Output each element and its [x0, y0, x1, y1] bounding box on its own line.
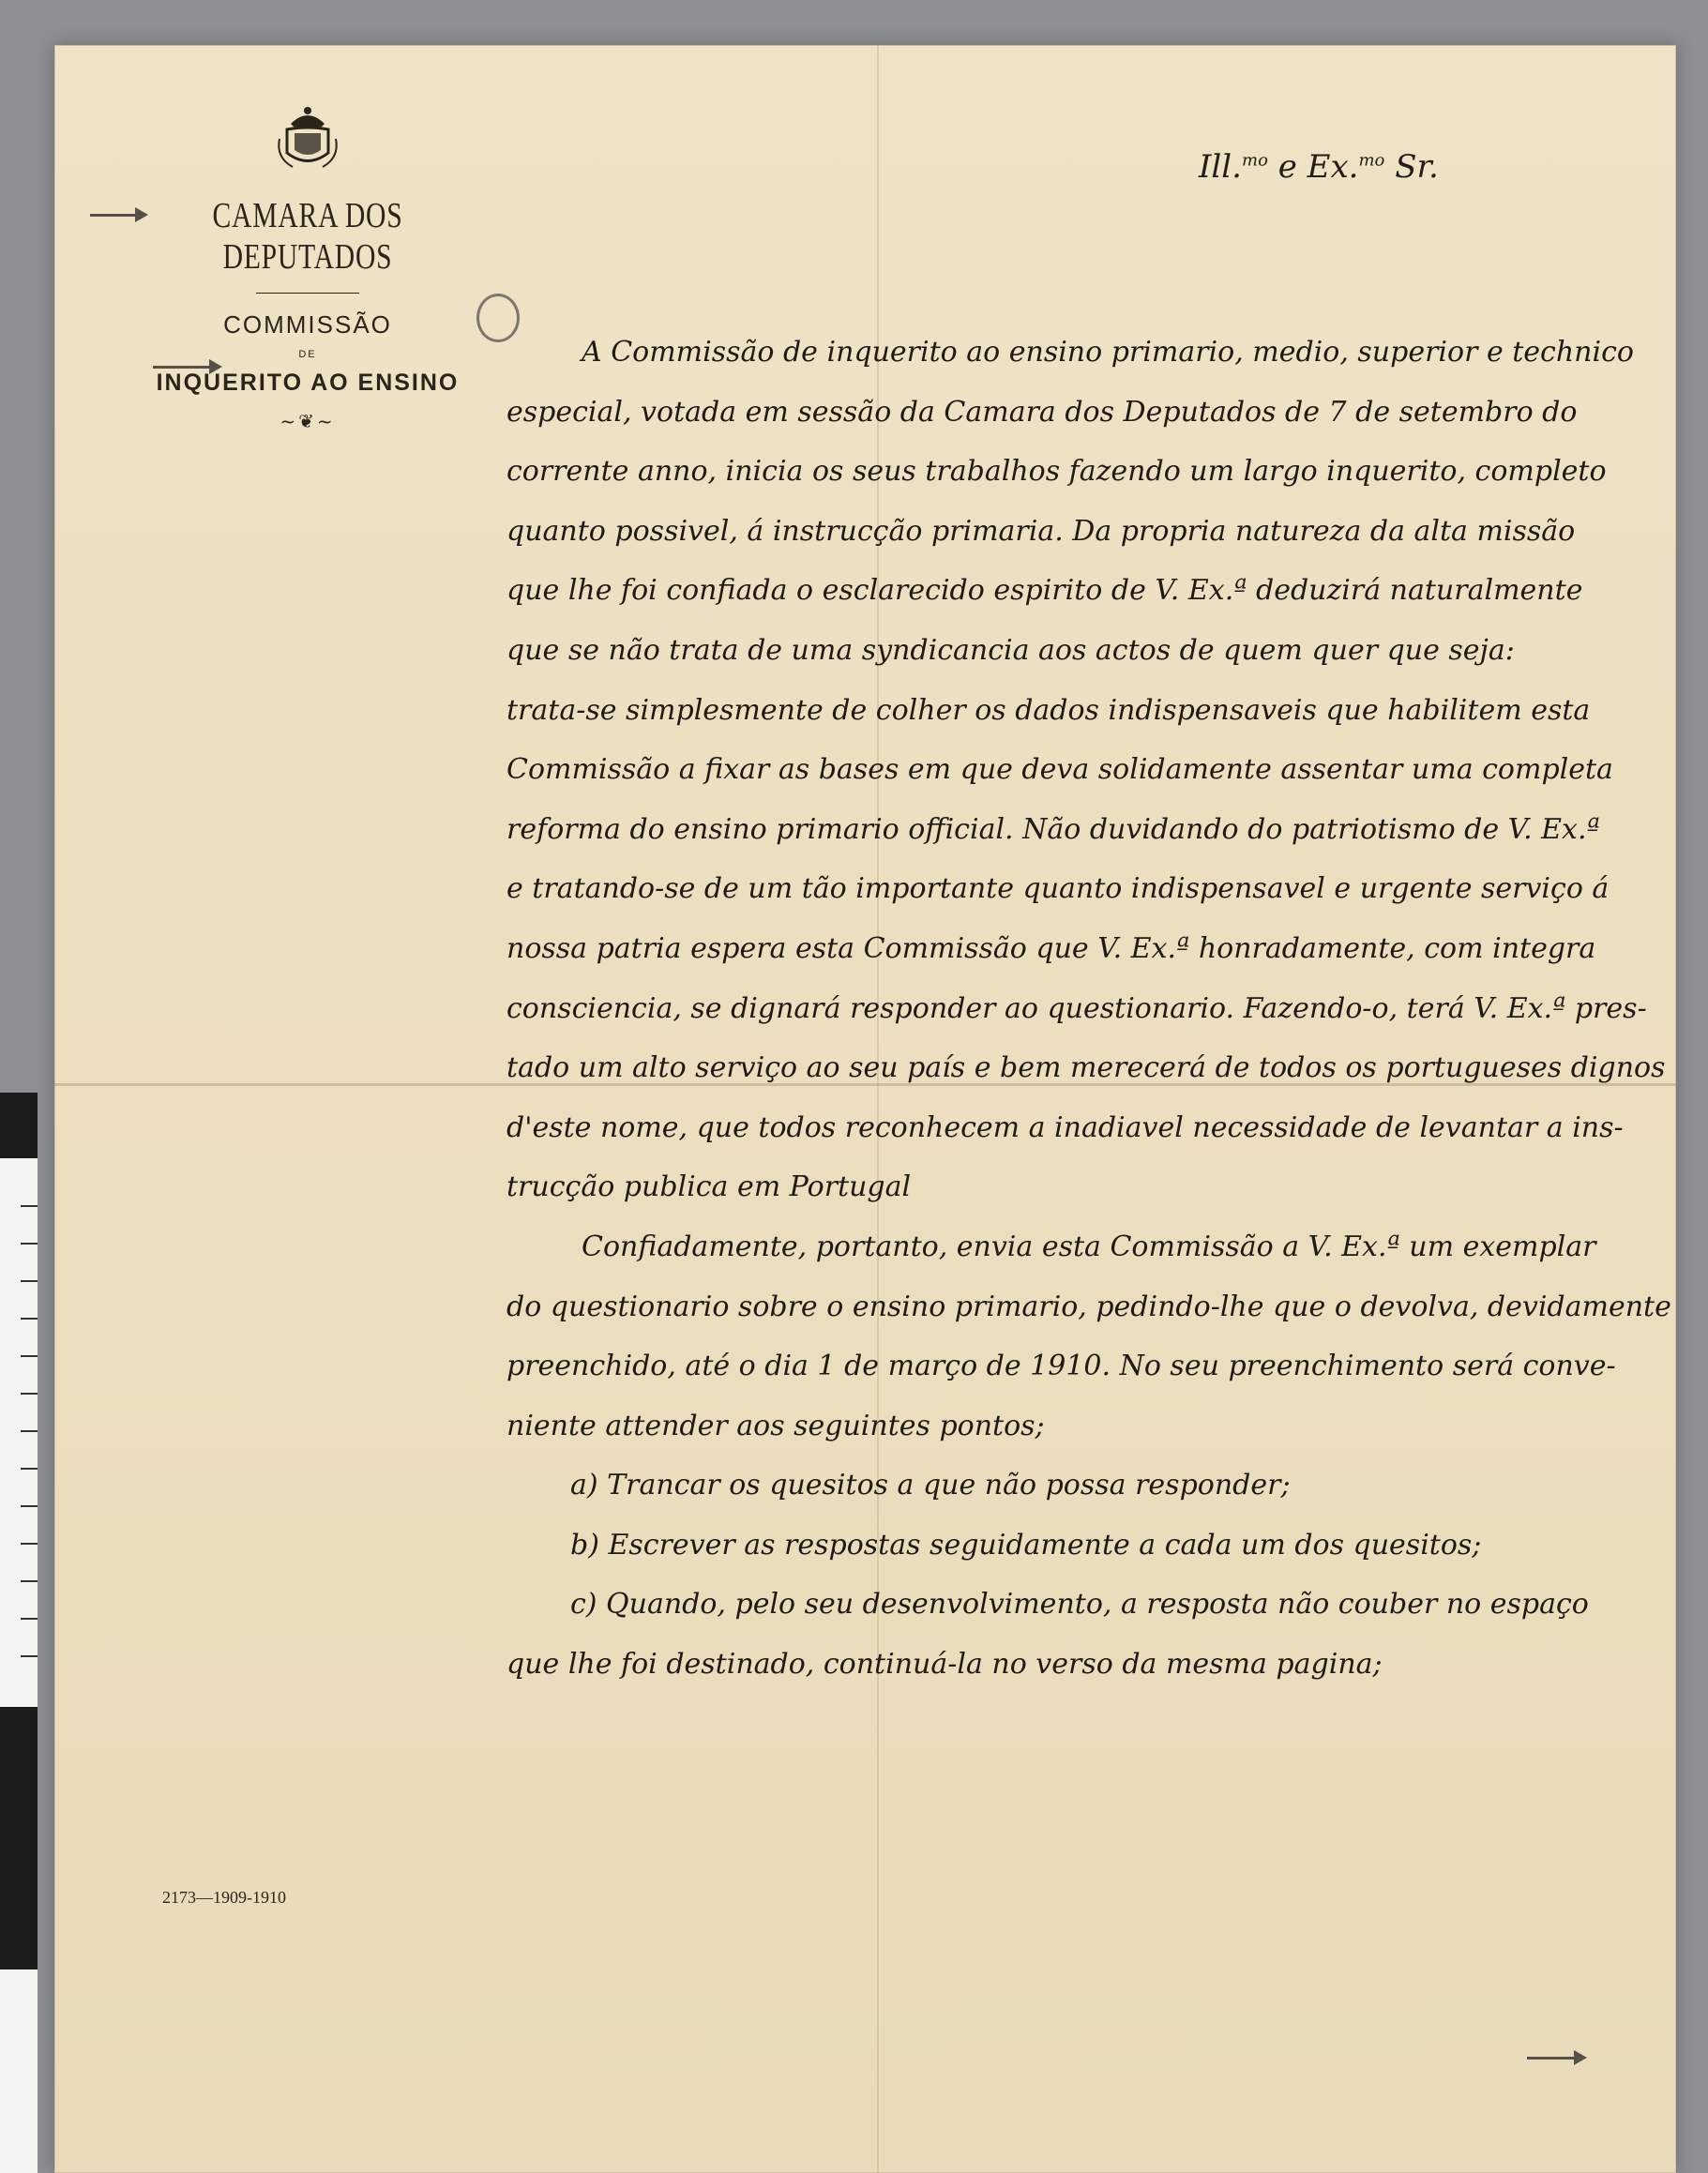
- letterhead-de: DE: [298, 349, 317, 360]
- ornament-icon: ~❦~: [280, 410, 336, 432]
- body-line: consciencia, se dignará responder ao questionario. Fazendo-o, terá V. Ex.ª pres-: [506, 991, 1647, 1025]
- body-line: A Commissão de inquerito ao ensino primario, medio, superior e technico: [582, 336, 1634, 369]
- body-line: quanto possivel, á instrucção primaria. Da propria natureza da alta missão: [506, 514, 1576, 548]
- body-line: Commissão a fixar as bases em que deva solidamente assentar uma completa: [506, 753, 1613, 787]
- scale-ruler: [0, 1093, 38, 2173]
- list-item: que lhe foi destinado, continuá-la no verso da mesma pagina;: [506, 1648, 1383, 1682]
- body-line: trata-se simplesmente de colher os dados indispensaveis que habilitem esta: [506, 693, 1591, 727]
- body-line: do questionario sobre o ensino primario, pedindo-lhe que o devolva, devidamente: [506, 1290, 1671, 1323]
- reference-number: 2173—1909-1910: [162, 1888, 286, 1907]
- pencil-arrow-mark: [153, 366, 219, 369]
- body-line: niente attender aos seguintes pontos;: [506, 1409, 1045, 1442]
- ruler-block: [0, 1093, 38, 1158]
- body-line: que se não trata de uma syndicancia aos actos de quem quer que seja:: [506, 633, 1515, 667]
- body-line: especial, votada em sessão da Camara dos Deputados de 7 de setembro do: [506, 395, 1578, 429]
- letterhead-inquiry: INQUERITO AO ENSINO: [156, 370, 460, 396]
- salutation: Ill.$^{mo}$ e Ex.$^{mo}$ Sr.: [1199, 148, 1439, 186]
- body-line: que lhe foi confiada o esclarecido espirito de V. Ex.ª deduzirá naturalmente: [506, 574, 1583, 608]
- body-line: nossa patria espera esta Commissão que V. Ex.ª honradamente, com integra: [506, 931, 1596, 965]
- body-line: trucção publica em Portugal: [506, 1170, 912, 1204]
- list-item: c) Quando, pelo seu desenvolvimento, a resposta não couber no espaço: [570, 1588, 1589, 1622]
- document-page: [54, 45, 1676, 2173]
- body-line: corrente anno, inicia os seus trabalhos fazendo um largo inquerito, completo: [506, 455, 1607, 489]
- pencil-arrow-mark: [90, 214, 144, 217]
- list-item: b) Escrever as respostas seguidamente a cada um dos quesitos;: [570, 1528, 1482, 1562]
- body-line: reforma do ensino primario official. Não duvidando do patriotismo de V. Ex.ª: [506, 812, 1600, 846]
- ruler-block: [0, 1707, 38, 1969]
- coat-of-arms-icon: [270, 101, 345, 176]
- pencil-arrow-mark: [1527, 2057, 1583, 2060]
- letterhead: [129, 101, 486, 432]
- divider: [256, 293, 359, 294]
- letter-body: [506, 323, 1671, 1695]
- letterhead-commission: COMMISSÃO: [223, 310, 392, 339]
- body-line: d'este nome, que todos reconhecem a inadiavel necessidade de levantar a ins-: [506, 1110, 1624, 1144]
- body-line: e tratando-se de um tão importante quanto indispensavel e urgente serviço á: [506, 872, 1610, 906]
- body-line: preenchido, até o dia 1 de março de 1910. No seu preenchimento será conve-: [506, 1350, 1616, 1383]
- list-item: a) Trancar os quesitos a que não possa responder;: [570, 1469, 1291, 1502]
- body-line: tado um alto serviço ao seu país e bem merecerá de todos os portugueses dignos: [506, 1051, 1666, 1085]
- letterhead-title: CAMARA DOS DEPUTADOS: [212, 196, 403, 277]
- body-line: Confiadamente, portanto, envia esta Commissão a V. Ex.ª um exemplar: [582, 1230, 1596, 1263]
